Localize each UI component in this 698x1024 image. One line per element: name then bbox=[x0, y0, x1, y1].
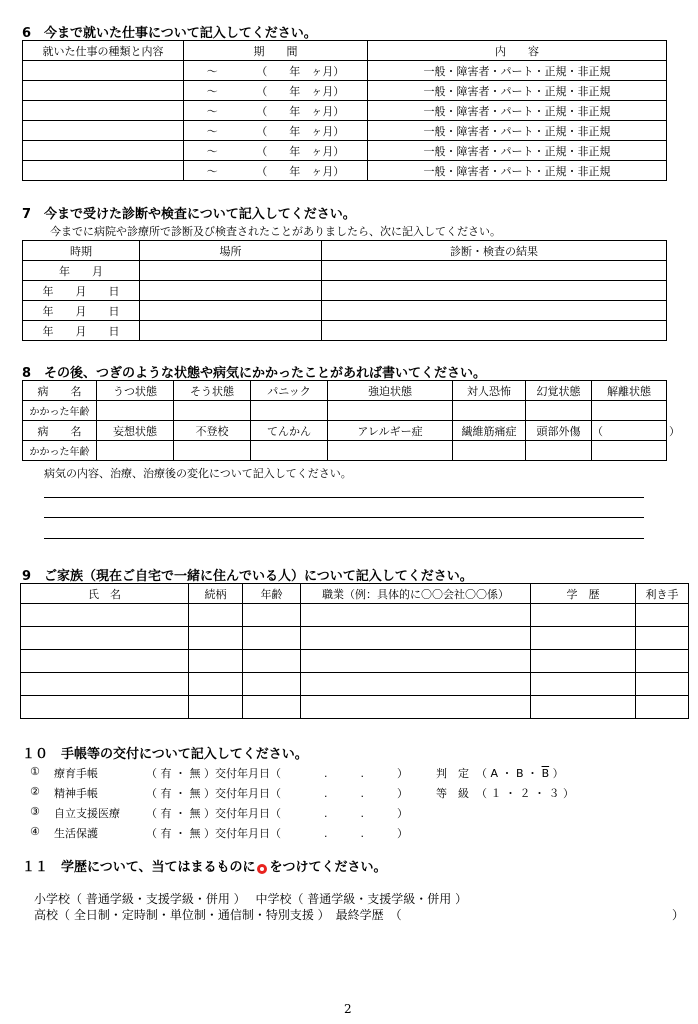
job-type-cell[interactable] bbox=[23, 161, 184, 181]
header-content: 内 容 bbox=[368, 41, 667, 61]
family-table bbox=[20, 583, 689, 719]
handbook-name: 自立支援医療 bbox=[54, 807, 120, 820]
content-cell[interactable]: 一般・障害者・パート・正規・非正規 bbox=[368, 121, 667, 141]
label-onset-age: かかった年齢 bbox=[23, 441, 97, 461]
job-history-table bbox=[22, 40, 667, 181]
table-row bbox=[21, 627, 689, 650]
handedness-cell[interactable] bbox=[636, 696, 689, 719]
age-cell[interactable] bbox=[526, 401, 592, 421]
section-11-title bbox=[22, 856, 387, 875]
header-place: 場所 bbox=[140, 241, 322, 261]
period-cell[interactable]: ～ （ 年 ヶ月） bbox=[184, 101, 368, 121]
age-cell[interactable] bbox=[174, 441, 251, 461]
handbook-name: 療育手帳 bbox=[54, 767, 98, 780]
red-circle-icon bbox=[257, 864, 267, 874]
school-line-2[interactable]: 高校（ 全日制・定時制・単位制・通信制・特別支援 ） 最終学歴 （ bbox=[34, 908, 402, 922]
age-cell[interactable] bbox=[243, 696, 301, 719]
age-cell[interactable] bbox=[97, 441, 174, 461]
age-cell[interactable] bbox=[251, 441, 328, 461]
age-cell[interactable] bbox=[251, 401, 328, 421]
answer-line[interactable] bbox=[44, 497, 644, 498]
name-cell[interactable] bbox=[21, 604, 189, 627]
table-row bbox=[23, 161, 667, 181]
yes-no-choice[interactable]: （ 有 ・ 無 ）交付年月日（ bbox=[146, 767, 281, 780]
job-type-cell[interactable] bbox=[23, 81, 184, 101]
issue-date[interactable]: . . ） bbox=[324, 807, 408, 820]
content-cell[interactable]: 一般・障害者・パート・正規・非正規 bbox=[368, 61, 667, 81]
age-cell[interactable] bbox=[592, 441, 667, 461]
illness-truancy: 不登校 bbox=[174, 421, 251, 441]
age-cell[interactable] bbox=[174, 401, 251, 421]
illness-social-phobia: 対人恐怖 bbox=[453, 381, 526, 401]
relation-cell[interactable] bbox=[189, 673, 243, 696]
school-line-1[interactable]: 小学校（ 普通学級・支援学級・併用 ） 中学校（ 普通学級・支援学級・併用 ） bbox=[34, 892, 468, 906]
education-cell[interactable] bbox=[531, 673, 636, 696]
content-cell[interactable]: 一般・障害者・パート・正規・非正規 bbox=[368, 101, 667, 121]
header-relation: 続柄 bbox=[189, 584, 243, 604]
age-cell[interactable] bbox=[243, 604, 301, 627]
header-job-type: 就いた仕事の種類と内容 bbox=[23, 41, 184, 61]
handedness-cell[interactable] bbox=[636, 627, 689, 650]
relation-cell[interactable] bbox=[189, 604, 243, 627]
handedness-cell[interactable] bbox=[636, 673, 689, 696]
place-cell[interactable] bbox=[140, 321, 322, 341]
issue-date[interactable]: . . ） bbox=[324, 827, 408, 840]
age-cell[interactable] bbox=[453, 441, 526, 461]
handbook-row bbox=[30, 805, 670, 821]
name-cell[interactable] bbox=[21, 696, 189, 719]
table-row bbox=[21, 673, 689, 696]
job-type-cell[interactable] bbox=[23, 101, 184, 121]
illness-table bbox=[22, 380, 680, 461]
illness-epilepsy: てんかん bbox=[251, 421, 328, 441]
job-type-cell[interactable] bbox=[23, 141, 184, 161]
date-cell[interactable]: 年 月 日 bbox=[23, 301, 140, 321]
answer-line[interactable] bbox=[44, 517, 644, 518]
header-name: 氏 名 bbox=[21, 584, 189, 604]
relation-cell[interactable] bbox=[189, 696, 243, 719]
age-cell[interactable] bbox=[526, 441, 592, 461]
table-row bbox=[23, 301, 667, 321]
header-age: 年齢 bbox=[243, 584, 301, 604]
issue-date[interactable]: . . ） bbox=[324, 767, 408, 780]
period-cell[interactable]: ～ （ 年 ヶ月） bbox=[184, 141, 368, 161]
place-cell[interactable] bbox=[140, 281, 322, 301]
date-cell[interactable]: 年 月 日 bbox=[23, 321, 140, 341]
header-handedness: 利き手 bbox=[636, 584, 689, 604]
relation-cell[interactable] bbox=[189, 627, 243, 650]
header-period: 期 間 bbox=[184, 41, 368, 61]
table-row bbox=[23, 121, 667, 141]
table-row bbox=[21, 604, 689, 627]
result-cell[interactable] bbox=[322, 321, 667, 341]
issue-date[interactable]: . . ） bbox=[324, 787, 408, 800]
illness-other[interactable]: （ ） bbox=[592, 421, 667, 441]
date-cell[interactable]: 年 月 bbox=[23, 261, 140, 281]
illness-ocd: 強迫状態 bbox=[328, 381, 453, 401]
yes-no-choice[interactable]: （ 有 ・ 無 ）交付年月日（ bbox=[146, 807, 281, 820]
table-row bbox=[23, 401, 667, 421]
b-overline-option: $\overline{B}$ bbox=[541, 767, 550, 780]
age-cell[interactable] bbox=[592, 401, 667, 421]
illness-fibromyalgia: 繊維筋痛症 bbox=[453, 421, 526, 441]
age-cell[interactable] bbox=[243, 627, 301, 650]
handbook-row bbox=[30, 765, 670, 781]
illness-mania: そう状態 bbox=[174, 381, 251, 401]
illness-panic: パニック bbox=[251, 381, 328, 401]
illness-allergy: アレルギー症 bbox=[328, 421, 453, 441]
occupation-cell[interactable] bbox=[301, 673, 531, 696]
section-7-title: 7 今まで受けた診断や検査について記入してください。 bbox=[22, 207, 356, 222]
place-cell[interactable] bbox=[140, 261, 322, 281]
grade-options[interactable]: （ １ ・ ２ ・ ３ ） bbox=[476, 787, 574, 800]
name-cell[interactable] bbox=[21, 650, 189, 673]
section-7-note: 今までに病院や診療所で診断及び検査されたことがありましたら、次に記入してください。 bbox=[50, 225, 501, 238]
age-cell[interactable] bbox=[453, 401, 526, 421]
result-cell[interactable] bbox=[322, 261, 667, 281]
relation-cell[interactable] bbox=[189, 650, 243, 673]
item-number: ④ bbox=[30, 825, 40, 838]
table-row bbox=[23, 441, 667, 461]
section-11-title-b: をつけてください。 bbox=[269, 860, 387, 875]
section-10-title: １０ 手帳等の交付について記入してください。 bbox=[22, 747, 308, 762]
table-row bbox=[21, 696, 689, 719]
handbook-name: 生活保護 bbox=[54, 827, 98, 840]
judgment-options[interactable]: （ A ・ B ・ $\overline{B}$ ） bbox=[476, 767, 564, 780]
header-education: 学 歴 bbox=[531, 584, 636, 604]
item-number: ② bbox=[30, 785, 40, 798]
label-illness-name: 病 名 bbox=[23, 381, 97, 401]
occupation-cell[interactable] bbox=[301, 650, 531, 673]
handedness-cell[interactable] bbox=[636, 650, 689, 673]
place-cell[interactable] bbox=[140, 301, 322, 321]
section-9-title: 9 ご家族（現在ご自宅で一緒に住んでいる人）について記入してください。 bbox=[22, 569, 473, 584]
period-cell[interactable]: ～ （ 年 ヶ月） bbox=[184, 121, 368, 141]
result-cell[interactable] bbox=[322, 301, 667, 321]
grade-label: 等 級 bbox=[436, 787, 469, 800]
table-row bbox=[23, 261, 667, 281]
age-cell[interactable] bbox=[243, 650, 301, 673]
education-cell[interactable] bbox=[531, 604, 636, 627]
period-cell[interactable]: ～ （ 年 ヶ月） bbox=[184, 161, 368, 181]
label-onset-age: かかった年齢 bbox=[23, 401, 97, 421]
content-cell[interactable]: 一般・障害者・パート・正規・非正規 bbox=[368, 161, 667, 181]
date-cell[interactable]: 年 月 日 bbox=[23, 281, 140, 301]
job-type-cell[interactable] bbox=[23, 121, 184, 141]
education-cell[interactable] bbox=[531, 650, 636, 673]
age-cell[interactable] bbox=[243, 673, 301, 696]
table-row bbox=[23, 321, 667, 341]
section-8-note: 病気の内容、治療、治療後の変化について記入してください。 bbox=[44, 467, 352, 480]
label-illness-name: 病 名 bbox=[23, 421, 97, 441]
result-cell[interactable] bbox=[322, 281, 667, 301]
handbook-row bbox=[30, 785, 670, 801]
illness-hallucination: 幻覚状態 bbox=[526, 381, 592, 401]
education-cell[interactable] bbox=[531, 696, 636, 719]
yes-no-choice[interactable]: （ 有 ・ 無 ）交付年月日（ bbox=[146, 827, 281, 840]
education-cell[interactable] bbox=[531, 627, 636, 650]
illness-head-injury: 頭部外傷 bbox=[526, 421, 592, 441]
table-row bbox=[23, 141, 667, 161]
item-number: ③ bbox=[30, 805, 40, 818]
illness-depression: うつ状態 bbox=[97, 381, 174, 401]
illness-delusion: 妄想状態 bbox=[97, 421, 174, 441]
table-row bbox=[23, 61, 667, 81]
handbook-row bbox=[30, 825, 670, 841]
header-result: 診断・検査の結果 bbox=[322, 241, 667, 261]
illness-dissociation: 解離状態 bbox=[592, 381, 667, 401]
diagnosis-table bbox=[22, 240, 667, 341]
answer-line[interactable] bbox=[44, 538, 644, 539]
age-cell[interactable] bbox=[328, 401, 453, 421]
period-cell[interactable]: ～ （ 年 ヶ月） bbox=[184, 61, 368, 81]
name-cell[interactable] bbox=[21, 627, 189, 650]
age-cell[interactable] bbox=[328, 441, 453, 461]
period-cell[interactable]: ～ （ 年 ヶ月） bbox=[184, 81, 368, 101]
table-row bbox=[23, 281, 667, 301]
table-row bbox=[23, 81, 667, 101]
header-date: 時期 bbox=[23, 241, 140, 261]
occupation-cell[interactable] bbox=[301, 604, 531, 627]
header-occupation: 職業（例：具体的に〇〇会社〇〇係） bbox=[301, 584, 531, 604]
item-number: ① bbox=[30, 765, 40, 778]
section-11-title-a: １１ 学歴について、当てはまるものに bbox=[22, 860, 256, 875]
judgment-label: 判 定 bbox=[436, 767, 469, 780]
section-8-title: 8 その後、つぎのような状態や病気にかかったことがあれば書いてください。 bbox=[22, 366, 487, 381]
content-cell[interactable]: 一般・障害者・パート・正規・非正規 bbox=[368, 141, 667, 161]
job-type-cell[interactable] bbox=[23, 61, 184, 81]
occupation-cell[interactable] bbox=[301, 627, 531, 650]
table-row bbox=[21, 650, 689, 673]
yes-no-choice[interactable]: （ 有 ・ 無 ）交付年月日（ bbox=[146, 787, 281, 800]
name-cell[interactable] bbox=[21, 673, 189, 696]
school-line-2-end: ） bbox=[672, 908, 685, 922]
handbook-name: 精神手帳 bbox=[54, 787, 98, 800]
occupation-cell[interactable] bbox=[301, 696, 531, 719]
table-row bbox=[23, 101, 667, 121]
content-cell[interactable]: 一般・障害者・パート・正規・非正規 bbox=[368, 81, 667, 101]
age-cell[interactable] bbox=[97, 401, 174, 421]
page-number: 2 bbox=[344, 1002, 352, 1016]
section-6-title: 6 今まで就いた仕事について記入してください。 bbox=[22, 26, 317, 41]
handedness-cell[interactable] bbox=[636, 604, 689, 627]
